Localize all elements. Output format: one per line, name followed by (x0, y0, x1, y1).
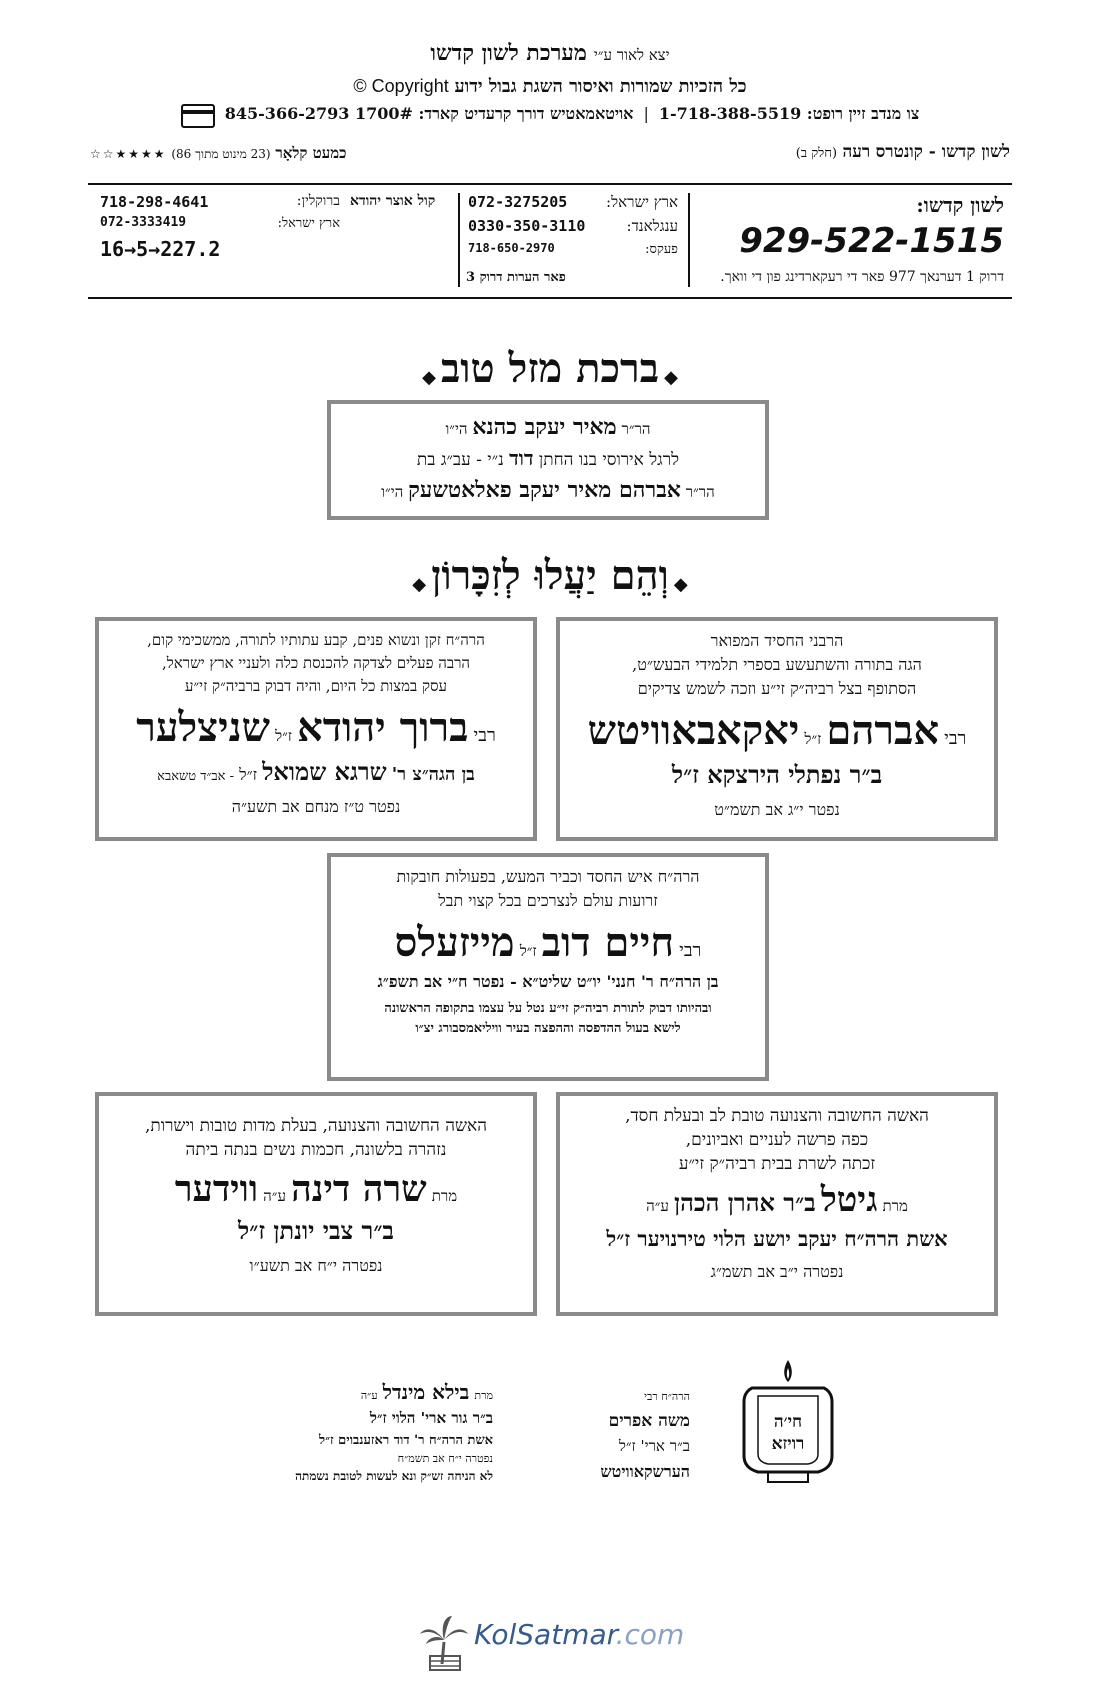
tribute-line: האשה החשובה והצנועה טובת לב ובעלת חסד, (625, 1106, 929, 1126)
first-name: גיטל (820, 1180, 878, 1220)
tribute-line: לישא בעול ההדפסה וההפצה בעיר וויליאמסבורג יצ״ו (415, 1021, 681, 1036)
tribute-line: הרבני החסיד המפואר (710, 631, 844, 650)
mazel-tov-box (327, 400, 769, 520)
husband-line: אשת הרה״ח יעקב יושע הלוי טירנויער ז״ל (606, 1226, 948, 1251)
england-number[interactable]: 0330-350-3110 (468, 217, 586, 235)
last-name: מייזעלס (394, 919, 515, 966)
series-part: (חלק ב) (795, 146, 838, 161)
name-prefix: הרה״ח רבי (644, 1390, 690, 1403)
honorific: ז״ל (275, 727, 292, 745)
father-title: - אב״ד טשאבא (157, 769, 234, 784)
hotline-label: לשון קדשו: (916, 193, 1004, 217)
divider (458, 193, 460, 287)
groom-name: דוד (509, 446, 534, 470)
brooklyn-number[interactable]: 718-298-4641 (100, 193, 209, 211)
series-name: לשון קדשו - קונטרס (875, 142, 1010, 162)
israel2-label: ארץ ישראל: (277, 216, 340, 231)
phone-info-box (88, 183, 1012, 299)
comments-instruction: פאר הערות דרוק 3 (466, 270, 566, 285)
deceased-name (99, 1168, 533, 1210)
death-date: נפטרה י״ב אב תשמ״ג (710, 1262, 844, 1281)
first-name: ברוך יהודא (297, 704, 469, 751)
publisher-title: מערכת לשון קדשו (430, 40, 587, 66)
clarity-label: כמעט קלאָר (275, 144, 347, 162)
brand-tld: .com (615, 1618, 685, 1651)
occasion-suffix: נ״י - עב״ג בת (416, 450, 504, 470)
menu-instruction: דרוק 1 דערנאך 977 פאר די רעקארדינג פון די וואך. (720, 269, 1004, 285)
england-label: ענגלאנד: (626, 217, 678, 235)
footer-memorial-bila (248, 1380, 493, 1484)
series-title (796, 142, 1010, 162)
memorial-box-meisels (327, 853, 769, 1081)
first-name: משה אפרים (608, 1411, 690, 1431)
memorial-box-gittel (556, 1092, 998, 1316)
deceased-name (99, 704, 533, 751)
name-prefix: מרת (882, 1197, 908, 1215)
hotline-number[interactable]: 929-522-1515 (739, 221, 1004, 261)
israel-row (468, 193, 678, 212)
first-name: בילא מינדל (382, 1380, 470, 1404)
last-name: ווידער (174, 1168, 259, 1210)
name-prefix: מרת (474, 1389, 493, 1402)
death-date: נפטרה י״ח אב תשע״ו (249, 1256, 383, 1275)
name-prefix: רבי (473, 725, 496, 746)
dial-sequence: 16→5→227.2 (100, 237, 221, 261)
publisher-prefix: יצא לאור ע״י (593, 46, 670, 64)
fax-label: פעקס: (645, 242, 678, 257)
bullet-icon: ◆ (412, 574, 427, 595)
fax-row (468, 241, 678, 257)
divider (688, 193, 690, 287)
father-name: שרגא שמואל (262, 757, 387, 786)
separator: | (643, 104, 649, 123)
father-line: בן הרה״ח ר' חנני' יו״ט שליט״א - נפטר ח״י אב תשפ״ג (377, 972, 719, 991)
bullet-icon: ◆ (664, 367, 678, 388)
deceased-name (331, 919, 765, 966)
brooklyn-label: ברוקלין: (296, 193, 340, 209)
star-rating-icon: ★★★★☆☆ (90, 147, 167, 161)
first-name: שרה דינה (291, 1168, 427, 1210)
israel-label: ארץ ישראל: (606, 193, 678, 211)
tribute-line: כפה פרשה לעניים ואביונים, (685, 1130, 869, 1150)
memorial-box-vider (95, 1092, 537, 1316)
tribute-line: הרבה פעלים לצדקה להכנסת כלה ולעניי ארץ ישראל, (161, 654, 471, 672)
mazel-line-3 (331, 477, 765, 503)
mazel-line-1 (331, 414, 765, 440)
name-prefix: רבי (679, 940, 702, 961)
donate-phone: צו מנדב זיין רופט: 1-718-388-5519 (658, 104, 920, 123)
in-law-name: אברהם מאיר יעקב פאלאטשעק (408, 477, 681, 503)
deceased-name (560, 1180, 994, 1220)
title-suffix: הי״ו (445, 420, 468, 438)
last-name: הערשקאוויטש (600, 1462, 690, 1481)
tribute-line: ובהיותו דבוק לתורת רביה״ק זי״ע נטל על עצמו בתקופה הראשונה (384, 1001, 712, 1016)
death-date: נפטרה י״ח אב תשמ״ח (397, 1452, 493, 1465)
honorific: ז״ל (239, 765, 258, 784)
tribute-line: הגה בתורה והשתעשע בספרי תלמידי הבעש״ט, (632, 655, 922, 674)
logo-text: רויזא (771, 1434, 805, 1454)
tribute-line: זכתה לשרת בבית רביה״ק זי״ע (678, 1154, 876, 1174)
copyright-text: Copyright © (353, 76, 449, 96)
honorific: ז״ל (519, 942, 537, 960)
last-name: יאקאבאוויטש (587, 707, 800, 754)
bullet-icon: ◆ (673, 574, 688, 595)
occasion-text: לרגל אירוסי בנו החתן (538, 450, 680, 470)
autopay-phone: אויטאמאטיש דורך קרעדיט קארד: 1700# 845-366-2793 (224, 104, 634, 123)
mazel-tov-heading (0, 345, 1100, 392)
brand-name: KolSatmar (474, 1618, 616, 1651)
logo-text: חי׳ה (773, 1412, 803, 1432)
credit-card-icon (181, 104, 215, 128)
copyright-line (0, 76, 1100, 97)
honorific: ע״ה (646, 1197, 669, 1215)
publisher-line (0, 40, 1100, 66)
memorial-heading (0, 552, 1100, 599)
honorific: ע״ה (360, 1389, 378, 1402)
title-prefix: הר״ר (685, 483, 715, 501)
tribute-line: עסק במצות כל היום, והיה דבוק ברביה״ק זי״ע (184, 677, 448, 695)
brooklyn-row (100, 193, 340, 211)
father-name: ב״ר נפתלי הירצקא ז״ל (671, 760, 883, 789)
kolsatmar-brand[interactable] (420, 1618, 684, 1651)
father-line: ב״ר ארי' ז״ל (618, 1437, 690, 1455)
father-prefix: בן הגה״צ ר' (391, 764, 475, 785)
father-name: מאיר יעקב כהנא (472, 414, 617, 440)
father-line: ב״ר צבי יונתן ז״ל (238, 1216, 394, 1245)
father-name: ב״ר אהרן הכהן (673, 1188, 816, 1217)
memorial-box-schnitzler (95, 617, 537, 841)
bullet-icon: ◆ (422, 367, 436, 388)
death-date: נפטר ט״ז מנחם אב תשע״ה (231, 797, 401, 816)
clarity-rating (90, 144, 346, 163)
tribute-line: האשה החשובה והצנועה, בעלת מדות טובות וישרות, (144, 1116, 488, 1136)
mazel-tov-title: ברכת מזל טוב (441, 345, 659, 392)
tribute-line: לא הניחה זש״ק ונא לעשות לטובת נשמתה (295, 1469, 493, 1483)
tribute-line: נזהרה בלשונה, חכמות נשים בנתה ביתה (185, 1140, 447, 1160)
memorial-box-yakobovitch (556, 617, 998, 841)
name-prefix: מרת (431, 1187, 458, 1205)
clarity-duration: (23 מינוט מתוך 86) (171, 147, 271, 161)
deceased-name (248, 1380, 493, 1405)
first-name: חיים דוב (541, 919, 674, 966)
first-name: אברהם (826, 707, 939, 754)
england-row (468, 217, 678, 236)
name-prefix: רבי (944, 728, 967, 749)
honorific: ז״ל (804, 730, 822, 748)
tribute-line: זרועות עולם לנצרכים בכל קצוי תבל (438, 891, 658, 910)
husband-line: אשת הרה״ח ר' דוד ראזענבוים ז״ל (319, 1433, 493, 1448)
tribute-line: הסתופף בצל רביה״ק זי״ע וזכה לשמש צדיקים (637, 679, 917, 698)
deceased-name (560, 707, 994, 754)
memorial-title: וְהֵם יַעֲלוּ לְזִכָּרוֹן (431, 552, 669, 599)
israel2-number[interactable]: 072-3333419 (100, 215, 187, 230)
tribute-line: הרה״ח איש החסד וכביר המעש, בפעולות חובקות (396, 867, 700, 886)
rights-text: כל הזכיות שמורות ואיסור השגת גבול ידוע (454, 76, 747, 97)
fax-number[interactable]: 718-650-2970 (468, 241, 555, 255)
donation-line (150, 104, 950, 128)
death-date: נפטר י״ג אב תשמ״ט (714, 800, 840, 819)
honorific: ע״ה (263, 1187, 286, 1205)
tribute-line: הרה״ח זקן ונשוא פנים, קבע עתותיו לתורה, ממשכימי קום, (147, 631, 485, 649)
mazel-line-2 (331, 446, 765, 471)
israel-number[interactable]: 072-3275205 (468, 193, 568, 211)
father-line: ב״ר גור ארי' הלוי ז״ל (369, 1409, 493, 1427)
israel2-row (100, 215, 340, 231)
last-name: שניצלער (136, 704, 270, 751)
father-line (99, 757, 533, 787)
title-suffix: הי״ו (381, 483, 404, 501)
footer-memorial-moshe (540, 1390, 690, 1482)
kol-otzar-label: קול אוצר יהודא (350, 193, 436, 209)
memorial-logo (738, 1356, 838, 1486)
title-prefix: הר״ר (621, 420, 651, 438)
series-part-name: רעה (842, 142, 871, 162)
